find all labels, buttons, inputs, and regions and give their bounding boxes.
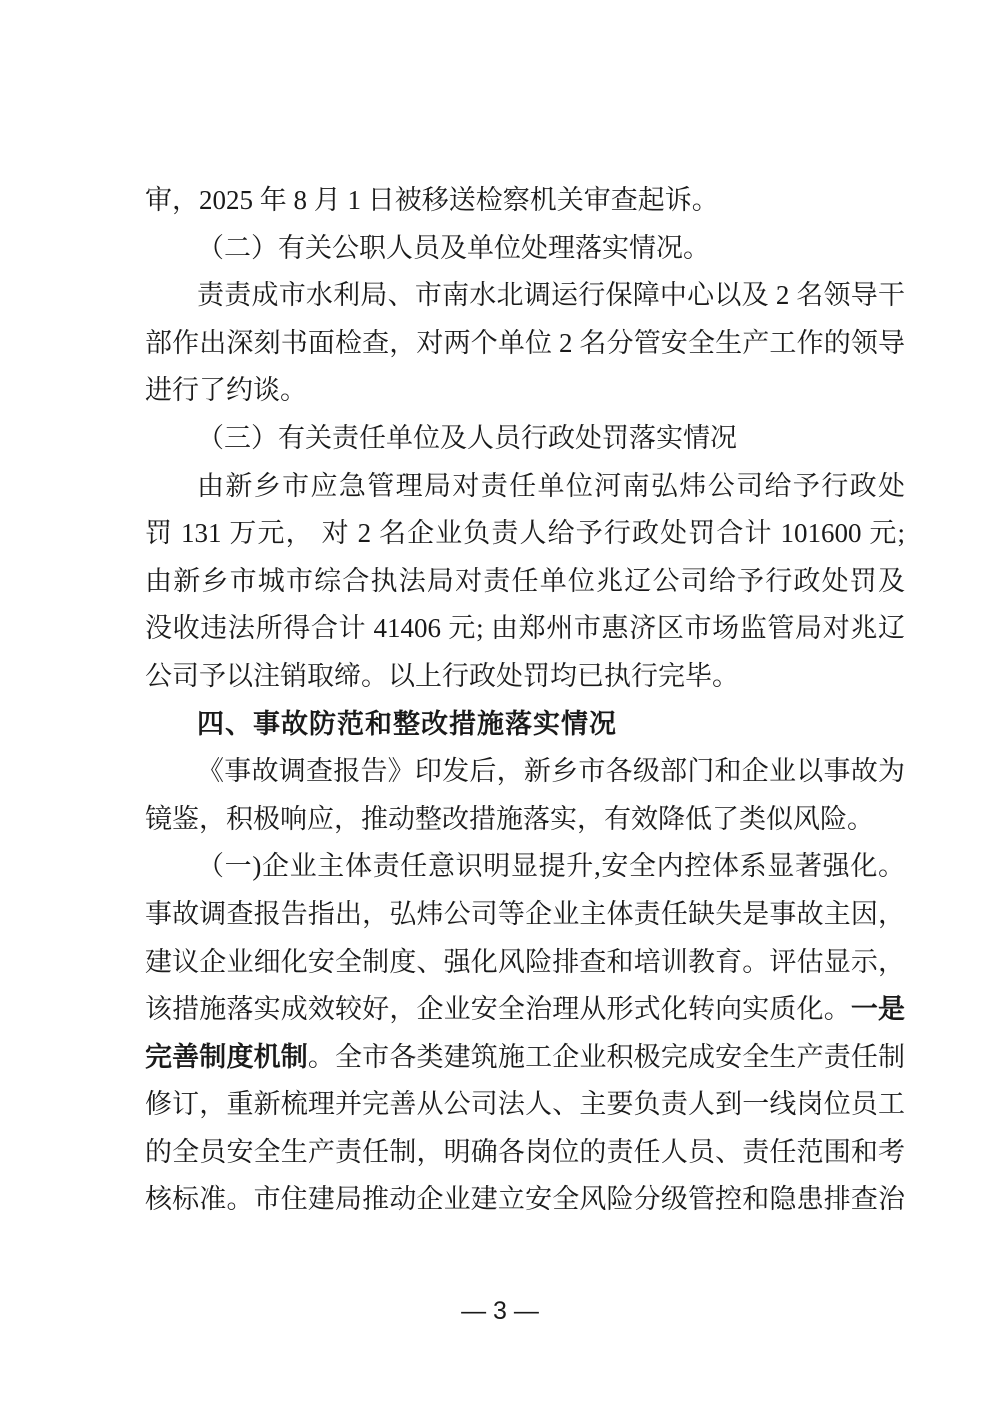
text-line [145, 986, 905, 1034]
text-line [145, 1034, 905, 1082]
text-segment: 建议企业细化安全制度、强化风险排查和培训教育。评估显示， [145, 946, 905, 977]
text-line [145, 653, 905, 701]
text-segment: （一)企业主体责任意识明显提升,安全内控体系显著强化。 [197, 851, 905, 882]
text-line [145, 177, 905, 225]
text-segment: 由新乡市应急管理局对责任单位河南弘炜公司给予行政处 [197, 470, 905, 501]
text-line [145, 225, 905, 273]
text-line [145, 510, 905, 558]
text-line [145, 1081, 905, 1129]
text-line [145, 272, 905, 320]
text-line [145, 320, 905, 368]
bold-text-segment: 四、事故防范和整改措施落实情况 [197, 708, 617, 739]
text-segment: 罚 131 万元， 对 2 名企业负责人给予行政处罚合计 101600 元; [145, 518, 905, 549]
text-segment: 部作出深刻书面检查，对两个单位 2 名分管安全生产工作的领导 [145, 327, 905, 358]
text-line [145, 558, 905, 606]
text-segment: 责责成市水利局、市南水北调运行保障中心以及 2 名领导干 [197, 280, 905, 311]
text-line [145, 843, 905, 891]
text-segment: 由新乡市城市综合执法局对责任单位兆辽公司给予行政处罚及 [145, 565, 905, 596]
text-segment: 该措施落实成效较好，企业安全治理从形式化转向实质化。 [145, 994, 851, 1025]
text-line [145, 891, 905, 939]
bold-text-segment: 一是 [850, 994, 906, 1025]
text-segment: 《事故调查报告》印发后，新乡市各级部门和企业以事故为 [197, 756, 905, 787]
text-line [145, 605, 905, 653]
text-line [145, 939, 905, 987]
text-line [145, 1129, 905, 1177]
text-segment: 修订，重新梳理并完善从公司法人、主要负责人到一线岗位员工 [145, 1089, 905, 1120]
page-number: — 3 — [461, 1297, 539, 1325]
page-footer [0, 1297, 1000, 1326]
text-segment: （三）有关责任单位及人员行政处罚落实情况 [197, 422, 737, 453]
text-segment: 审，2025 年 8 月 1 日被移送检察机关审查起诉。 [145, 185, 719, 215]
document-body [145, 177, 905, 1224]
bold-text-segment: 完善制度机制 [145, 1041, 308, 1072]
text-segment: 没收违法所得合计 41406 元; 由郑州市惠济区市场监管局对兆辽 [145, 613, 905, 644]
text-line [145, 796, 905, 844]
text-segment: 的全员安全生产责任制，明确各岗位的责任人员、责任范围和考 [145, 1136, 905, 1167]
section-heading [145, 701, 905, 749]
text-segment: 核标准。市住建局推动企业建立安全风险分级管控和隐患排查治 [145, 1184, 905, 1215]
text-line [145, 463, 905, 511]
text-segment: 公司予以注销取缔。以上行政处罚均已执行完毕。 [145, 660, 739, 691]
text-segment: 。全市各类建筑施工企业积极完成安全生产责任制 [307, 1041, 906, 1072]
text-line [145, 415, 905, 463]
text-line [145, 367, 905, 415]
text-segment: 镜鉴，积极响应，推动整改措施落实，有效降低了类似风险。 [145, 803, 874, 834]
text-segment: 事故调查报告指出，弘炜公司等企业主体责任缺失是事故主因， [145, 898, 905, 929]
text-segment: 进行了约谈。 [145, 375, 307, 406]
text-line [145, 748, 905, 796]
text-line [145, 1176, 905, 1224]
text-segment: （二）有关公职人员及单位处理落实情况。 [197, 232, 710, 263]
